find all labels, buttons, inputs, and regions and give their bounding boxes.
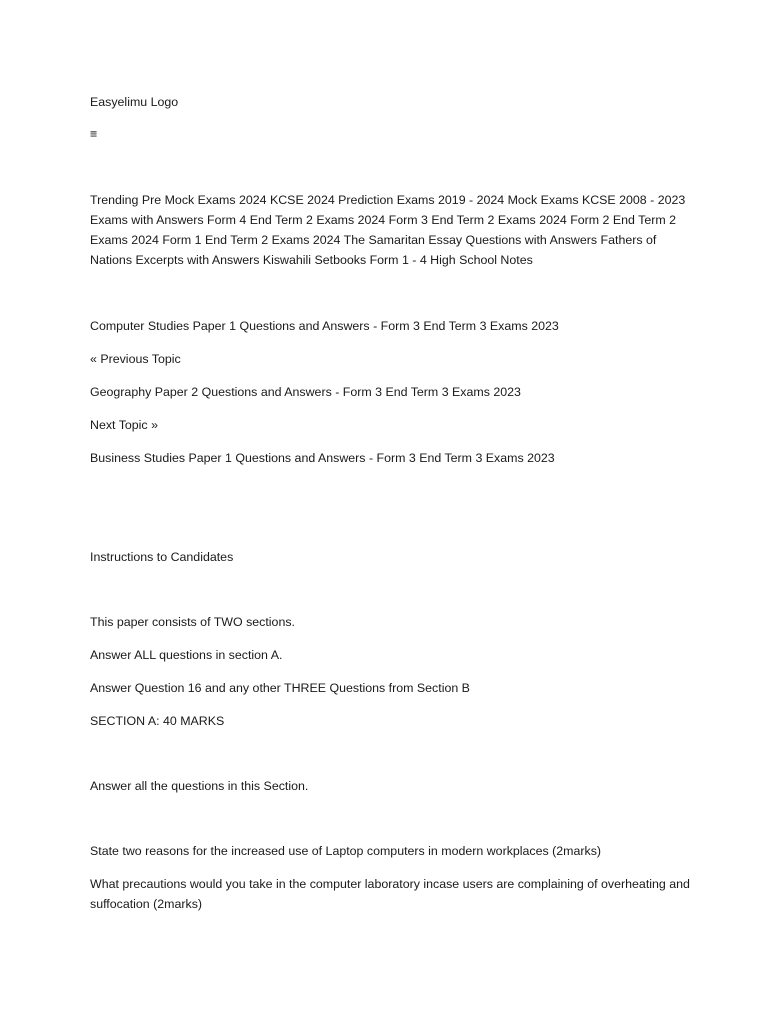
menu-toggle-icon[interactable]: ≡ [90,127,98,141]
current-topic-title: Computer Studies Paper 1 Questions and Answers - Form 3 End Term 3 Exams 2023 [90,319,559,333]
section-a-intro: Answer all the questions in this Section. [90,779,309,793]
next-topic-title[interactable]: Business Studies Paper 1 Questions and Answers - Form 3 End Term 3 Exams 2023 [90,451,555,465]
trending-links[interactable]: Trending Pre Mock Exams 2024 KCSE 2024 Prediction Exams 2019 - 2024 Mock Exams KCSE 2008 - 2023 Exams with Answers Form 4 End Term 2 Exams 2024 Form 3 End Term 2 Exams 2024 Form 2 End Term 2 Exams 2024 Form 1 End Term 2 Exams 2024 The Samaritan Essay Questions with Answers Fathers of Nations Excerpts with Answers Kiswahili Setbooks Form 1 - 4 High School Notes [90,193,686,267]
instruction-line: This paper consists of TWO sections. [90,615,295,629]
instruction-line: Answer ALL questions in section A. [90,648,283,662]
section-a-marks: SECTION A: 40 MARKS [90,714,225,728]
question-item: State two reasons for the increased use of Laptop computers in modern workplaces (2marks) [90,844,602,858]
previous-topic-link[interactable]: « Previous Topic [90,352,181,366]
instruction-line: Answer Question 16 and any other THREE Questions from Section B [90,681,470,695]
next-topic-link[interactable]: Next Topic » [90,418,158,432]
question-item: What precautions would you take in the computer laboratory incase users are complaining of overheating and suffocation (2marks) [90,877,690,911]
previous-topic-title[interactable]: Geography Paper 2 Questions and Answers - Form 3 End Term 3 Exams 2023 [90,385,521,399]
page-content [90,92,690,914]
instructions-heading: Instructions to Candidates [90,550,234,564]
site-logo[interactable]: Easyelimu Logo [90,95,179,109]
